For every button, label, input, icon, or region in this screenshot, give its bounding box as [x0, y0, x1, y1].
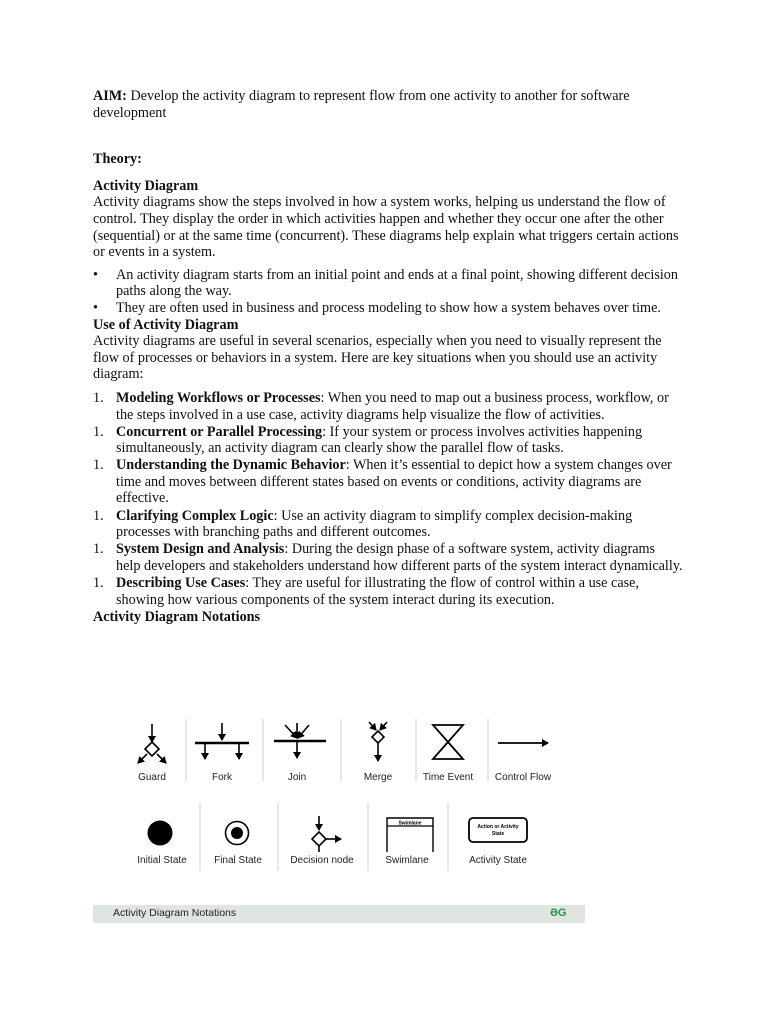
- use-list: [93, 390, 683, 608]
- time-event-icon: [433, 725, 463, 759]
- guard-label: Guard: [138, 772, 166, 783]
- merge-label: Merge: [363, 772, 393, 783]
- item-number: 1.: [93, 423, 104, 440]
- item-title: Describing Use Cases: [116, 574, 246, 591]
- use-heading: Use of Activity Diagram: [93, 316, 239, 333]
- join-label: Join: [287, 772, 307, 783]
- swimlane-label: Swimlane: [385, 855, 429, 866]
- item-number: 1.: [93, 389, 104, 406]
- initial-state-label: Initial State: [137, 855, 187, 866]
- item-title: Understanding the Dynamic Behavior: [116, 457, 346, 474]
- notations-figure: [93, 686, 585, 923]
- use-paragraph: Activity diagrams are useful in several scenarios, especially when you need to visually represent the flow of processes or behaviors in a system. Here are key situations when you should use an activity diagram:: [93, 333, 662, 383]
- activity-state-label: Activity State: [469, 855, 527, 866]
- final-state-label: Final State: [214, 855, 262, 866]
- list-item: [93, 457, 683, 507]
- document-page: [93, 88, 683, 625]
- time-event-label: Time Event: [422, 772, 474, 783]
- item-title: Clarifying Complex Logic: [116, 507, 274, 524]
- aim-label: AIM:: [93, 88, 127, 104]
- grid-dividers: [186, 719, 488, 871]
- list-item: [93, 300, 683, 317]
- item-text: : If your system or process involves activities happening simultaneously, an activity diagram can clearly show the parallel flow of tasks.: [116, 423, 643, 457]
- activity-diagram-paragraph: Activity diagrams show the steps involved in how a system works, helping us understand the flow of control. They display the order in which activities happen and whether they occur one after the other (sequential) or at the same time (concurrent). These diagrams help explain what triggers certain actions or events in a system.: [93, 194, 679, 261]
- initial-state-icon: [148, 821, 173, 846]
- item-text: : They are useful for illustrating the flow of control within a use case, showing how various components of the system interact during its execution.: [116, 574, 639, 608]
- item-number: 1.: [93, 574, 104, 591]
- activity-diagram-bullets: [93, 267, 683, 317]
- figure-caption: Activity Diagram Notations: [113, 907, 237, 919]
- bullet-text: They are often used in business and process modeling to show how a system behaves over time.: [116, 299, 661, 316]
- item-number: 1.: [93, 507, 104, 524]
- item-title: Concurrent or Parallel Processing: [116, 423, 323, 440]
- list-item: [93, 390, 683, 423]
- decision-node-label: Decision node: [290, 855, 354, 866]
- item-text: : Use an activity diagram to simplify complex decision-making processes with branching paths and different outcomes.: [116, 507, 633, 541]
- activity-diagram-heading: Activity Diagram: [93, 177, 199, 194]
- activity-state-text-1: Action or Activity: [477, 824, 519, 830]
- final-state-icon: [226, 822, 249, 845]
- decision-node-icon: [312, 816, 341, 852]
- guard-icon: [138, 724, 166, 763]
- aim-statement: [93, 88, 683, 121]
- list-item: [93, 541, 683, 574]
- control-flow-label: Control Flow: [494, 772, 552, 783]
- list-item: [93, 424, 683, 457]
- notations-svg: [93, 686, 585, 905]
- item-text: : During the design phase of a software system, activity diagrams help developers and stakeholders understand how different parts of the system interact dynamically.: [116, 541, 683, 574]
- item-text: : When you need to map out a business process, workflow, or the steps involved in a use case, activity diagrams help visualize the flow of activities.: [116, 389, 669, 423]
- item-title: Modeling Workflows or Processes: [116, 389, 321, 406]
- join-icon: [274, 723, 326, 758]
- swimlane-icon: [387, 818, 433, 852]
- merge-icon: [369, 722, 387, 761]
- item-title: System Design and Analysis: [116, 541, 285, 558]
- item-number: 1.: [93, 457, 104, 474]
- bullet-symbol: •: [93, 266, 98, 283]
- swimlane-title: Swimlane: [398, 820, 422, 827]
- bullet-symbol: •: [93, 299, 98, 316]
- list-item: [93, 267, 683, 300]
- notations-heading: Activity Diagram Notations: [93, 608, 261, 625]
- item-number: 1.: [93, 541, 104, 558]
- fork-label: Fork: [212, 772, 232, 783]
- bullet-text: An activity diagram starts from an initial point and ends at a final point, showing different decision paths along the way.: [116, 266, 678, 300]
- fork-icon: [195, 723, 249, 759]
- gfg-logo-icon: ƏG: [550, 907, 567, 919]
- aim-text: Develop the activity diagram to represent flow from one activity to another for software development: [93, 88, 630, 121]
- list-item: [93, 508, 683, 541]
- activity-state-text-2: State: [491, 831, 505, 837]
- list-item: [93, 575, 683, 608]
- theory-heading: Theory:: [93, 151, 142, 168]
- activity-state-icon: [469, 818, 527, 842]
- figure-footer: [93, 905, 585, 923]
- item-text: : When it’s essential to depict how a system changes over time and moves between different states based on events or conditions, activity diagrams are effective.: [116, 457, 672, 507]
